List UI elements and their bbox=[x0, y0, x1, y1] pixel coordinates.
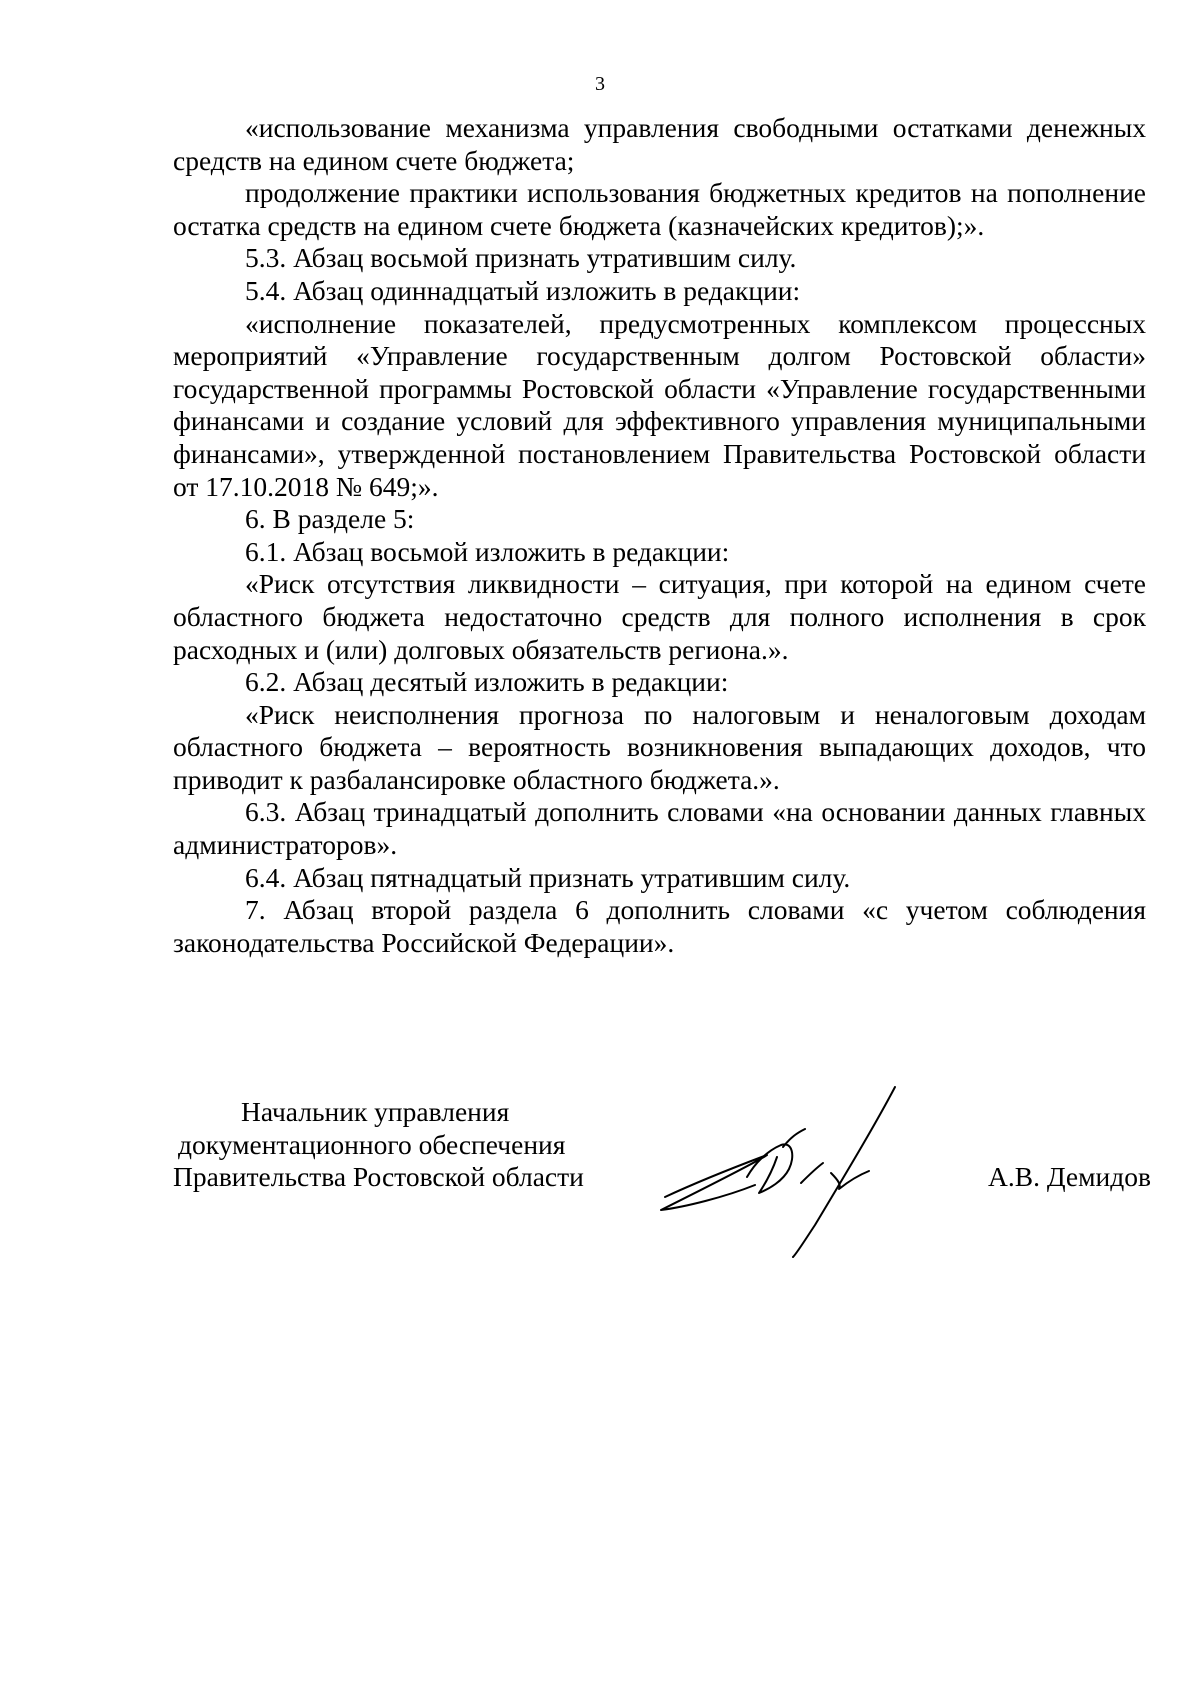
paragraph-12: 6.4. Абзац пятнадцатый признать утратившим силу. bbox=[245, 861, 851, 893]
paragraph-10: «Риск неисполнения прогноза по налоговым и неналоговым доходам областного бюджета – вероятность возникновения выпадающих доходов, что приводит к разбалансировке областного бюджета.». bbox=[173, 698, 1146, 795]
signatory-name: А.В. Демидов bbox=[988, 1161, 1151, 1192]
paragraph-6: 6. В разделе 5: bbox=[245, 503, 415, 535]
paragraph-7: 6.1. Абзац восьмой изложить в редакции: bbox=[245, 535, 730, 567]
paragraph-13: 7. Абзац второй раздела 6 дополнить словами «с учетом соблюдения законодательства Российской Федерации». bbox=[173, 894, 1146, 958]
signatory-title-line-3: Правительства Ростовской области bbox=[173, 1161, 584, 1193]
handwritten-signature-icon bbox=[655, 1085, 935, 1260]
paragraph-3: 5.3. Абзац восьмой признать утратившим силу. bbox=[245, 242, 797, 274]
paragraph-11: 6.3. Абзац тринадцатый дополнить словами «на основании данных главных администраторов». bbox=[173, 796, 1146, 861]
paragraph-2: продолжение практики использования бюджетных кредитов на пополнение остатка средств на едином счете бюджета (казначейских кредитов);». bbox=[173, 177, 1146, 241]
signatory-title-line-1: Начальник управления bbox=[241, 1096, 510, 1127]
page-number: 3 bbox=[595, 73, 605, 95]
paragraph-1: «использование механизма управления свободными остатками денежных средств на едином счете бюджета; bbox=[173, 112, 1146, 176]
paragraph-8: «Риск отсутствия ликвидности – ситуация, при которой на едином счете областного бюджета недостаточно средств для полного исполнения в срок расходных и (или) долговых обязательств региона.». bbox=[173, 568, 1146, 665]
paragraph-5: «исполнение показателей, предусмотренных комплексом процессных мероприятий «Управление государственным долгом Ростовской области» государственной программы Ростовской области «Управление государственными финансами и создание условий для эффективного управления муниципальными финансами», утвержденной постановлением Правительства Ростовской области от 17.10.2018 № 649;». bbox=[173, 307, 1146, 502]
document-body bbox=[173, 112, 1146, 959]
signatory-title bbox=[173, 1096, 613, 1194]
signatory-title-line-2: документационного обеспечения bbox=[178, 1128, 566, 1160]
paragraph-4: 5.4. Абзац одиннадцатый изложить в редакции: bbox=[245, 274, 801, 306]
paragraph-9: 6.2. Абзац десятый изложить в редакции: bbox=[245, 666, 729, 698]
